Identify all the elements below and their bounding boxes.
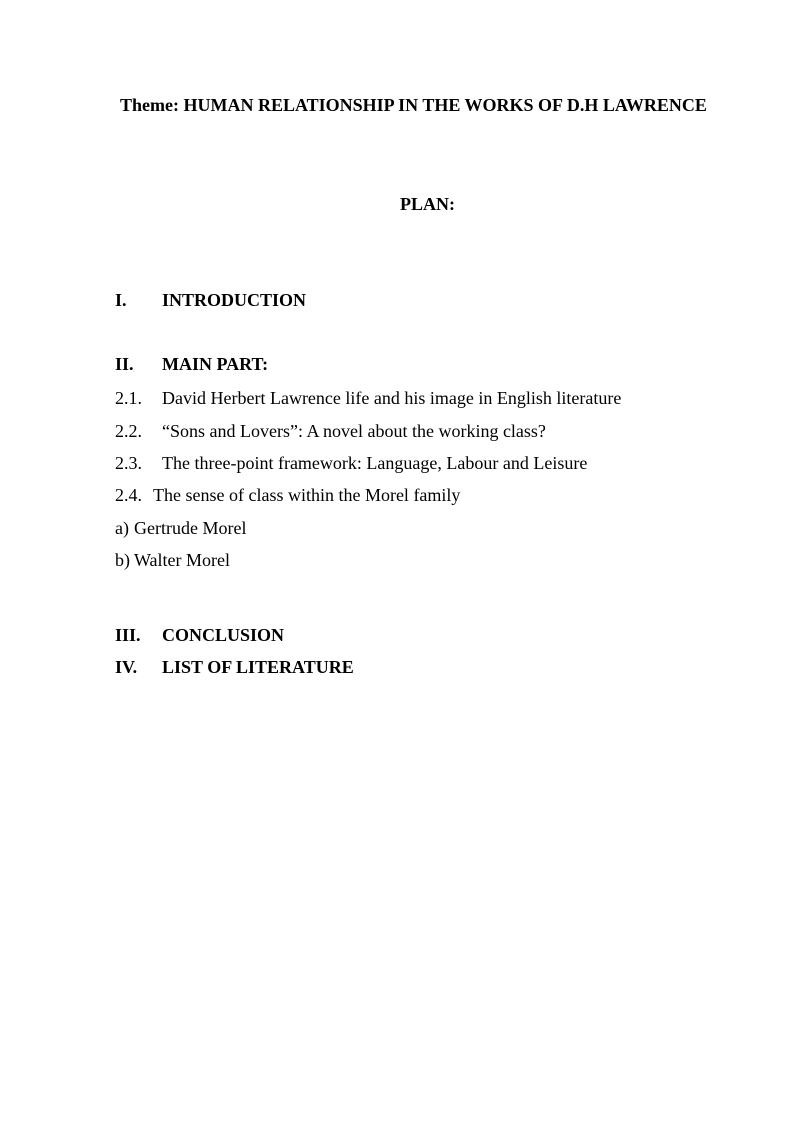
subsection-text: The sense of class within the Morel family [153,485,461,505]
subsection-number: 2.2. [115,421,142,441]
section-numeral-literature: IV. [115,657,138,677]
plan-heading: PLAN: [400,194,455,214]
subsection-text: “Sons and Lovers”: A novel about the working class? [162,421,546,441]
section-numeral-conclusion: III. [115,625,141,645]
theme-title: HUMAN RELATIONSHIP IN THE WORKS OF D.H LAWRENCE [183,95,707,115]
theme-label: Theme: [120,95,179,115]
section-title-literature: LIST OF LITERATURE [162,657,354,677]
subsection-number: 2.1. [115,388,142,408]
subsection-text: David Herbert Lawrence life and his image in English literature [162,388,622,408]
section-numeral-main: II. [115,354,134,374]
theme-line [120,94,707,116]
item-marker: b) [115,550,130,570]
item-text: Gertrude Morel [134,518,247,538]
subsection-text: The three-point framework: Language, Labour and Leisure [162,453,588,473]
section-title-intro: INTRODUCTION [162,290,307,310]
section-title-main: MAIN PART: [162,354,269,374]
item-text: Walter Morel [134,550,231,570]
section-title-conclusion: CONCLUSION [162,625,285,645]
section-numeral-intro: I. [115,290,127,310]
item-marker: a) [115,518,129,538]
subsection-number: 2.4. [115,485,142,505]
subsection-number: 2.3. [115,453,142,473]
